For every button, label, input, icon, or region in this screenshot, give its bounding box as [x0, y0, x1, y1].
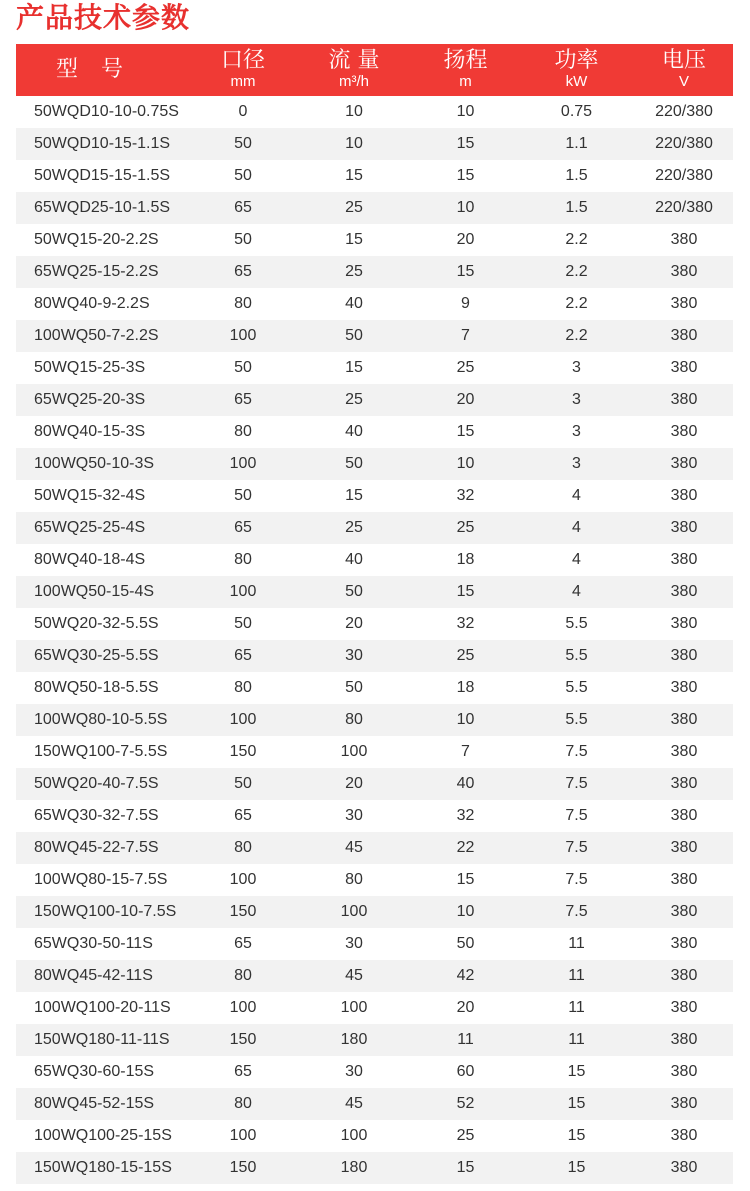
cell-flow: 180 [295, 1152, 413, 1184]
cell-model: 100WQ50-15-4S [16, 576, 191, 608]
header-head-unit: m [459, 73, 472, 90]
cell-flow: 15 [345, 231, 363, 248]
cell-flow: 80 [295, 704, 413, 736]
cell-model: 50WQ20-32-5.5S [34, 615, 159, 632]
cell-voltage: 380 [635, 448, 733, 480]
cell-model: 50WQ20-40-7.5S [16, 768, 191, 800]
cell-model: 150WQ100-10-7.5S [16, 896, 191, 928]
table-row [16, 192, 733, 224]
cell-power: 2.2 [518, 256, 635, 288]
cell-head: 18 [456, 679, 475, 696]
cell-voltage: 220/380 [635, 192, 733, 224]
cell-head: 7 [413, 320, 518, 352]
cell-head: 20 [413, 384, 518, 416]
cell-voltage: 380 [635, 704, 733, 736]
table-row [16, 800, 733, 832]
table-row [16, 704, 733, 736]
cell-model: 65WQ30-50-11S [34, 935, 153, 952]
header-voltage-label: 电压 [661, 48, 706, 73]
table-row [16, 384, 733, 416]
header-voltage-unit: V [678, 73, 689, 90]
table-row [16, 608, 733, 640]
cell-power: 7.5 [565, 807, 588, 824]
cell-voltage: 380 [670, 1063, 698, 1080]
header-power-label: 功率 [554, 48, 599, 73]
cell-voltage: 380 [670, 935, 698, 952]
table-row [16, 96, 733, 128]
cell-caliber: 65 [234, 1063, 252, 1080]
cell-model: 100WQ50-7-2.2S [16, 320, 191, 352]
header-flow-label: 流 量 [328, 48, 380, 73]
cell-model: 150WQ100-7-5.5S [34, 743, 168, 760]
cell-voltage: 380 [635, 512, 733, 544]
cell-power: 7.5 [565, 871, 588, 888]
cell-voltage: 380 [670, 487, 698, 504]
cell-voltage: 380 [670, 999, 698, 1016]
cell-power: 5.5 [565, 615, 588, 632]
cell-head: 25 [413, 512, 518, 544]
table-body [16, 96, 733, 1184]
cell-flow: 100 [295, 896, 413, 928]
cell-voltage: 220/380 [655, 103, 713, 120]
cell-model: 50WQD10-15-1.1S [16, 128, 191, 160]
cell-caliber: 65 [191, 192, 295, 224]
cell-caliber: 150 [191, 1024, 295, 1056]
cell-caliber: 0 [238, 103, 248, 120]
cell-voltage: 380 [670, 807, 698, 824]
cell-caliber: 100 [191, 320, 295, 352]
cell-voltage: 380 [635, 960, 733, 992]
cell-caliber: 80 [234, 423, 252, 440]
cell-flow: 80 [345, 871, 363, 888]
cell-head: 15 [456, 167, 475, 184]
cell-head: 15 [413, 1152, 518, 1184]
cell-flow: 50 [295, 576, 413, 608]
cell-caliber: 65 [191, 256, 295, 288]
cell-head: 25 [413, 640, 518, 672]
cell-model: 50WQ15-25-3S [34, 359, 146, 376]
cell-head: 50 [456, 935, 475, 952]
cell-caliber: 150 [191, 896, 295, 928]
cell-caliber: 65 [191, 640, 295, 672]
cell-flow: 45 [295, 832, 413, 864]
cell-head: 15 [456, 871, 475, 888]
table-row [16, 960, 733, 992]
cell-head: 10 [413, 448, 518, 480]
cell-power: 7.5 [565, 743, 588, 760]
table-row [16, 1120, 733, 1152]
cell-model: 80WQ50-18-5.5S [34, 679, 159, 696]
cell-flow: 45 [295, 1088, 413, 1120]
cell-model: 80WQ45-22-7.5S [16, 832, 191, 864]
header-model-label: 型 号 [56, 57, 131, 82]
table-row [16, 416, 733, 448]
cell-power: 3 [518, 448, 635, 480]
table-row [16, 128, 733, 160]
cell-voltage: 380 [635, 768, 733, 800]
cell-power: 11 [568, 999, 585, 1016]
cell-head: 22 [413, 832, 518, 864]
cell-head: 10 [413, 704, 518, 736]
table-row [16, 928, 733, 960]
cell-head: 52 [413, 1088, 518, 1120]
cell-voltage: 380 [635, 640, 733, 672]
cell-caliber: 65 [191, 384, 295, 416]
header-power-unit: kW [565, 73, 588, 90]
cell-power: 4 [518, 576, 635, 608]
cell-voltage: 380 [635, 256, 733, 288]
cell-voltage: 380 [670, 743, 698, 760]
cell-model: 80WQ40-9-2.2S [34, 295, 150, 312]
cell-voltage: 380 [670, 679, 698, 696]
cell-head: 15 [413, 128, 518, 160]
cell-voltage: 220/380 [635, 128, 733, 160]
table-row [16, 1056, 733, 1088]
header-row [16, 44, 733, 96]
cell-flow: 40 [345, 551, 363, 568]
cell-voltage: 380 [670, 423, 698, 440]
cell-power: 7.5 [518, 832, 635, 864]
cell-flow: 15 [345, 167, 363, 184]
page-title: 产品技术参数 [16, 1, 191, 34]
cell-voltage: 380 [670, 295, 698, 312]
table-row [16, 448, 733, 480]
cell-flow: 10 [345, 103, 363, 120]
header-power [518, 44, 635, 96]
cell-power: 15 [567, 1063, 586, 1080]
cell-head: 11 [413, 1024, 518, 1056]
cell-flow: 100 [340, 743, 368, 760]
table-row [16, 864, 733, 896]
header-flow [295, 44, 413, 96]
cell-flow: 20 [295, 768, 413, 800]
header-head-label: 扬程 [443, 48, 488, 73]
cell-power: 11 [568, 935, 585, 952]
cell-head: 40 [413, 768, 518, 800]
cell-power: 5.5 [518, 640, 635, 672]
cell-voltage: 380 [635, 1152, 733, 1184]
table-row [16, 576, 733, 608]
table-row [16, 288, 733, 320]
cell-power: 2.2 [565, 295, 588, 312]
cell-voltage: 220/380 [655, 167, 713, 184]
cell-voltage: 380 [635, 896, 733, 928]
cell-power: 0.75 [560, 103, 593, 120]
cell-voltage: 380 [670, 871, 698, 888]
cell-caliber: 65 [234, 935, 252, 952]
cell-caliber: 50 [191, 768, 295, 800]
cell-caliber: 65 [191, 512, 295, 544]
cell-model: 150WQ180-15-15S [16, 1152, 191, 1184]
cell-flow: 30 [345, 935, 363, 952]
cell-voltage: 380 [635, 384, 733, 416]
cell-power: 4 [572, 551, 581, 568]
cell-power: 15 [567, 1127, 586, 1144]
cell-voltage: 380 [670, 615, 698, 632]
cell-power: 2.2 [518, 320, 635, 352]
spec-table [16, 44, 733, 1184]
cell-voltage: 380 [635, 1024, 733, 1056]
cell-head: 25 [456, 359, 475, 376]
cell-model: 50WQD10-10-0.75S [34, 103, 179, 120]
table-row [16, 224, 733, 256]
cell-caliber: 80 [191, 1088, 295, 1120]
cell-power: 15 [518, 1088, 635, 1120]
cell-power: 15 [518, 1152, 635, 1184]
cell-power: 11 [518, 960, 635, 992]
table-row [16, 768, 733, 800]
cell-flow: 25 [295, 256, 413, 288]
cell-model: 65WQ25-15-2.2S [16, 256, 191, 288]
cell-flow: 50 [295, 448, 413, 480]
cell-model: 80WQ40-18-4S [34, 551, 146, 568]
header-caliber-unit: mm [230, 73, 256, 90]
cell-caliber: 50 [191, 128, 295, 160]
cell-caliber: 50 [234, 615, 252, 632]
cell-caliber: 80 [191, 960, 295, 992]
cell-caliber: 50 [234, 359, 252, 376]
cell-head: 10 [413, 192, 518, 224]
cell-flow: 50 [295, 320, 413, 352]
cell-model: 80WQ40-15-3S [34, 423, 146, 440]
cell-flow: 15 [345, 487, 363, 504]
cell-flow: 30 [345, 1063, 363, 1080]
cell-caliber: 65 [234, 807, 252, 824]
cell-power: 5.5 [518, 704, 635, 736]
cell-head: 10 [456, 103, 475, 120]
cell-power: 1.1 [518, 128, 635, 160]
cell-power: 2.2 [565, 231, 588, 248]
cell-model: 65WQ30-25-5.5S [16, 640, 191, 672]
cell-power: 4 [572, 487, 581, 504]
cell-model: 80WQ45-52-15S [16, 1088, 191, 1120]
header-head [413, 44, 518, 96]
cell-flow: 10 [295, 128, 413, 160]
table-row [16, 736, 733, 768]
cell-caliber: 100 [191, 576, 295, 608]
table-row [16, 640, 733, 672]
cell-head: 18 [456, 551, 475, 568]
table-row [16, 320, 733, 352]
cell-model: 65WQD25-10-1.5S [16, 192, 191, 224]
cell-head: 32 [456, 487, 475, 504]
cell-caliber: 100 [191, 448, 295, 480]
cell-model: 65WQ30-32-7.5S [34, 807, 159, 824]
cell-head: 15 [413, 256, 518, 288]
cell-power: 11 [518, 1024, 635, 1056]
header-caliber [191, 44, 295, 96]
header-flow-unit: m³/h [339, 73, 369, 90]
cell-flow: 40 [345, 423, 363, 440]
cell-model: 150WQ180-11-11S [16, 1024, 191, 1056]
cell-caliber: 50 [234, 487, 252, 504]
cell-flow: 20 [345, 615, 363, 632]
cell-model: 65WQ30-60-15S [34, 1063, 155, 1080]
cell-voltage: 380 [670, 1127, 698, 1144]
cell-voltage: 380 [635, 1088, 733, 1120]
cell-flow: 100 [340, 1127, 368, 1144]
cell-model: 65WQ25-20-3S [16, 384, 191, 416]
cell-head: 20 [456, 999, 475, 1016]
cell-caliber: 150 [229, 743, 257, 760]
cell-voltage: 380 [670, 359, 698, 376]
cell-power: 3 [572, 423, 581, 440]
cell-power: 4 [518, 512, 635, 544]
cell-flow: 40 [345, 295, 363, 312]
table-row [16, 512, 733, 544]
cell-flow: 25 [295, 512, 413, 544]
cell-power: 7.5 [518, 768, 635, 800]
cell-caliber: 50 [234, 167, 252, 184]
cell-voltage: 380 [670, 231, 698, 248]
cell-model: 100WQ100-20-11S [34, 999, 171, 1016]
table-row [16, 1088, 733, 1120]
cell-model: 100WQ100-25-15S [34, 1127, 172, 1144]
cell-flow: 45 [295, 960, 413, 992]
header-model [16, 44, 191, 96]
cell-power: 7.5 [518, 896, 635, 928]
cell-flow: 180 [295, 1024, 413, 1056]
cell-head: 42 [413, 960, 518, 992]
cell-caliber: 100 [191, 704, 295, 736]
cell-power: 5.5 [565, 679, 588, 696]
cell-model: 100WQ50-10-3S [16, 448, 191, 480]
cell-caliber: 80 [234, 679, 252, 696]
cell-flow: 100 [340, 999, 368, 1016]
table-row [16, 992, 733, 1024]
cell-voltage: 380 [635, 832, 733, 864]
table-row [16, 544, 733, 576]
table-row [16, 352, 733, 384]
table-row [16, 896, 733, 928]
table-header [16, 44, 733, 96]
cell-caliber: 100 [229, 871, 257, 888]
cell-caliber: 100 [229, 999, 257, 1016]
cell-head: 9 [461, 295, 470, 312]
cell-head: 10 [413, 896, 518, 928]
cell-caliber: 80 [234, 295, 252, 312]
table-row [16, 672, 733, 704]
table-row [16, 1152, 733, 1184]
table-row [16, 1024, 733, 1056]
cell-flow: 30 [295, 640, 413, 672]
cell-head: 25 [456, 1127, 475, 1144]
cell-model: 65WQ25-25-4S [16, 512, 191, 544]
cell-voltage: 380 [670, 551, 698, 568]
cell-model: 100WQ80-15-7.5S [34, 871, 168, 888]
cell-caliber: 80 [191, 832, 295, 864]
cell-flow: 15 [345, 359, 363, 376]
cell-caliber: 80 [234, 551, 252, 568]
table-row [16, 256, 733, 288]
header-caliber-label: 口径 [220, 48, 265, 73]
cell-flow: 25 [295, 384, 413, 416]
cell-head: 20 [456, 231, 475, 248]
cell-power: 1.5 [565, 167, 588, 184]
cell-model: 50WQ15-32-4S [34, 487, 146, 504]
cell-model: 80WQ45-42-11S [16, 960, 191, 992]
header-voltage [635, 44, 733, 96]
cell-head: 7 [461, 743, 470, 760]
cell-model: 50WQ15-20-2.2S [34, 231, 159, 248]
cell-power: 3 [572, 359, 581, 376]
cell-caliber: 150 [191, 1152, 295, 1184]
cell-voltage: 380 [635, 320, 733, 352]
cell-head: 15 [413, 576, 518, 608]
cell-head: 32 [456, 615, 475, 632]
table-row [16, 832, 733, 864]
table-row [16, 160, 733, 192]
cell-voltage: 380 [635, 576, 733, 608]
cell-caliber: 100 [229, 1127, 257, 1144]
cell-caliber: 50 [234, 231, 252, 248]
cell-power: 3 [518, 384, 635, 416]
cell-head: 15 [456, 423, 475, 440]
cell-flow: 25 [295, 192, 413, 224]
cell-head: 60 [456, 1063, 475, 1080]
table-row [16, 480, 733, 512]
cell-flow: 50 [345, 679, 363, 696]
cell-head: 32 [456, 807, 475, 824]
cell-model: 50WQD15-15-1.5S [34, 167, 171, 184]
cell-power: 1.5 [518, 192, 635, 224]
cell-model: 100WQ80-10-5.5S [16, 704, 191, 736]
cell-flow: 30 [345, 807, 363, 824]
